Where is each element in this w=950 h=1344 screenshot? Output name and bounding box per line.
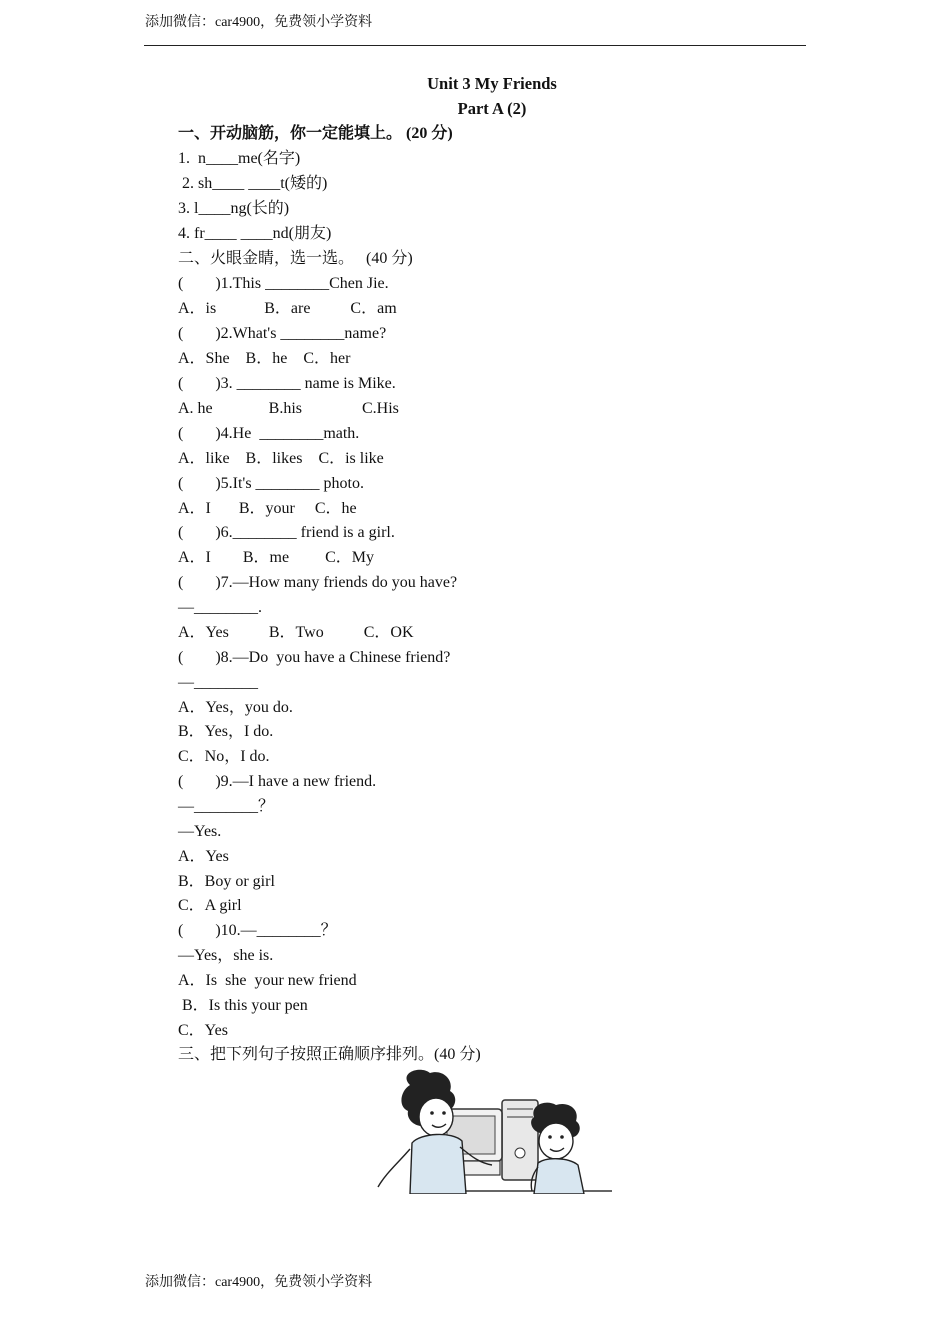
section-1-heading: 一、开动脑筋，你一定能填上。 (20 分) [178, 125, 453, 142]
fill-item-4: 4. fr____ ____nd(朋友) [178, 225, 332, 242]
question-3: ( )3. ________ name is Mike. [178, 375, 396, 392]
question-2: ( )2.What's ________name? [178, 325, 387, 342]
option-10b: B．Is this your pen [178, 997, 308, 1014]
question-9: ( )9.—I have a new friend. [178, 773, 377, 790]
option-9a: A．Yes [178, 848, 229, 865]
option-10c: C．Yes [178, 1022, 228, 1039]
fill-item-2: 2. sh____ ____t(矮的) [178, 175, 328, 192]
part-title: Part A (2) [457, 99, 527, 118]
question-5: ( )5.It's ________ photo. [178, 475, 364, 492]
option-8b: B．Yes，I do. [178, 723, 274, 740]
answer-blank-7: —________. [178, 599, 262, 616]
header-rule [144, 45, 806, 46]
question-6: ( )6.________ friend is a girl. [178, 524, 395, 541]
fill-item-1: 1. n____me(名字) [178, 150, 301, 167]
reply-10: —Yes，she is. [178, 947, 274, 964]
question-1: ( )1.This ________Chen Jie. [178, 275, 389, 292]
options-6: A．I B．me C．My [178, 549, 375, 566]
friends-computer-illustration [362, 1067, 624, 1194]
fill-item-3: 3. l____ng(长的) [178, 200, 290, 217]
answer-blank-9: —________？ [178, 798, 275, 815]
page-footer: 添加微信：car4900，免费领小学资料 [145, 1275, 373, 1290]
question-4: ( )4.He ________math. [178, 425, 360, 442]
answer-blank-8: —________ [178, 674, 258, 691]
option-9b: B．Boy or girl [178, 873, 275, 890]
option-9c: C．A girl [178, 897, 242, 914]
question-8: ( )8.—Do you have a Chinese friend? [178, 649, 451, 666]
unit-title: Unit 3 My Friends [427, 74, 557, 93]
options-4: A．like B．likes C．is like [178, 450, 384, 467]
option-8c: C．No，I do. [178, 748, 270, 765]
options-5: A．I B．your C．he [178, 500, 357, 517]
question-7: ( )7.—How many friends do you have? [178, 574, 458, 591]
reply-9: —Yes. [178, 823, 222, 840]
question-10: ( )10.—________？ [178, 922, 337, 939]
options-3: A. he B.his C.His [178, 400, 399, 417]
section-2-heading: 二、火眼金睛，选一选。 (40 分) [178, 250, 413, 267]
option-10a: A．Is she your new friend [178, 972, 357, 989]
options-2: A．She B．he C．her [178, 350, 351, 367]
options-7: A．Yes B．Two C．OK [178, 624, 414, 641]
section-3-heading: 三、把下列句子按照正确顺序排列。(40 分) [178, 1046, 481, 1063]
page-header: 添加微信：car4900，免费领小学资料 [145, 15, 373, 30]
options-1: A．is B．are C．am [178, 300, 397, 317]
option-8a: A．Yes，you do. [178, 699, 293, 716]
